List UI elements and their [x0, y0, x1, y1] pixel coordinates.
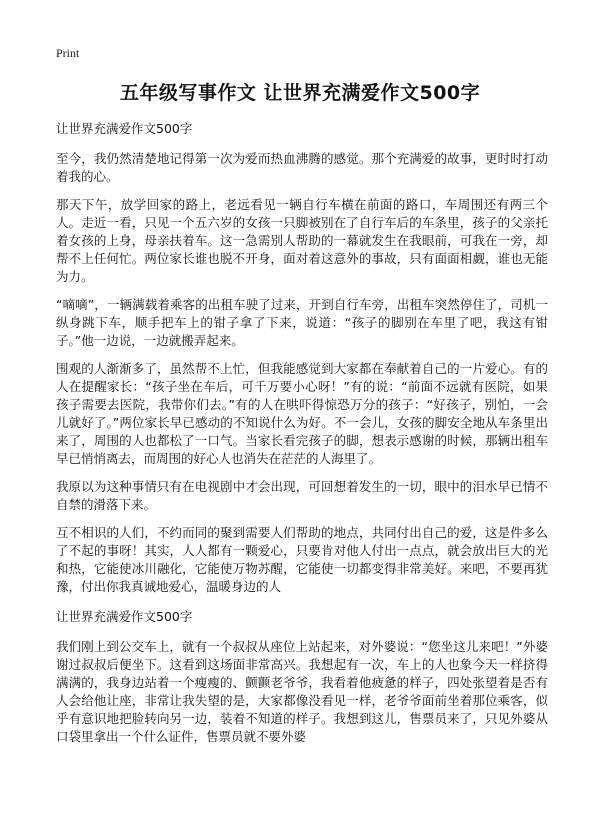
article-paragraph: 我们刚上到公交车上，就有一个叔叔从座位上站起来，对外婆说：“您坐这儿来吧！”外婆谢过叔叔后便坐下。这看到这场面非常高兴。我想起有一次，车上的人也象今天一样挤得满满的，我身边站着一个瘦瘦的、颤颤老爷爷，我看着他疲惫的样子，四处张望着是否有人会给他让座，非常让我失望的是，大家都像没看见一样，老爷爷面前坐着那位乘客，似乎有意识地把脸转向另一边，装着不知道的样子。我想到这儿，售票员来了，只见外婆从口袋里拿出一个什么证件，售票员就不要外婆 [56, 639, 548, 744]
article-section [56, 608, 548, 746]
section-heading: 让世界充满爱作文500字 [56, 609, 193, 624]
article-paragraph: 围观的人渐渐多了，虽然帮不上忙，但我能感觉到大家都在奉献着自己的一片爱心。有的人在提醒家长：“孩子坐在车后，可千万要小心呀！”有的说：“前面不远就有医院，如果孩子需要去医院，我带你们去。”有的人在哄吓得惊恐万分的孩子：“好孩子，别怕，一会儿就好了。”两位家长早已感动的不知说什么为好。不一会儿，女孩的脚安全地从车条里出来了，周围的人也都松了一口气。当家长看完孩子的脚，想表示感谢的时候，那辆出租车早已悄悄离去，而周围的好心人也消失在茫茫的人海里了。 [56, 361, 548, 466]
page-title: 五年级写事作文 让世界充满爱作文500字 [119, 82, 481, 104]
article-section [56, 120, 548, 596]
article-paragraph: 至今，我仍然清楚地记得第一次为爱而热血沸腾的感觉。那个充满爱的故事，更时时打动着我的心。 [56, 151, 548, 184]
print-label[interactable]: Print [56, 46, 80, 60]
article-paragraph: 我原以为这种事情只有在电视剧中才会出现，可回想着发生的一切，眼中的泪水早已情不自禁的滑落下来。 [56, 479, 548, 512]
article-paragraph: “嘀嘀”，一辆满载着乘客的出租车驶了过来，开到自行车旁，出租车突然停住了，司机一纵身跳下车，顺手把车上的钳子拿了下来，说道：“孩子的脚别在车里了吧，我这有钳子。”他一边说，一边就搬弄起来。 [56, 297, 548, 348]
article-paragraph: 那天下午，放学回家的路上，老远看见一辆自行车横在前面的路口，车周围还有两三个人。走近一看，只见一个五六岁的女孩一只脚被别在了自行车后的车条里，孩子的父亲托着女孩的上身，母亲扶着车。这一急需别人帮助的一幕就发生在我眼前，可我在一旁，却帮不上任何忙。两位家长谁也脱不开身，面对着这意外的事故，只有面面相觑，谁也无能为力。 [56, 197, 548, 284]
section-heading: 让世界充满爱作文500字 [56, 121, 193, 136]
article-body [56, 120, 548, 756]
article-paragraph: 互不相识的人们，不约而同的聚到需要人们帮助的地点，共同付出自己的爱，这是件多么了不起的事呀！其实，人人都有一颗爱心，只要肯对他人付出一点点，就会放出巨大的光和热，它能使冰川融化，它能使万物苏醒，它能使一切都变得非常美好。来吧，不要再犹豫，付出你我真诚地爱心，温暖身边的人 [56, 525, 548, 594]
